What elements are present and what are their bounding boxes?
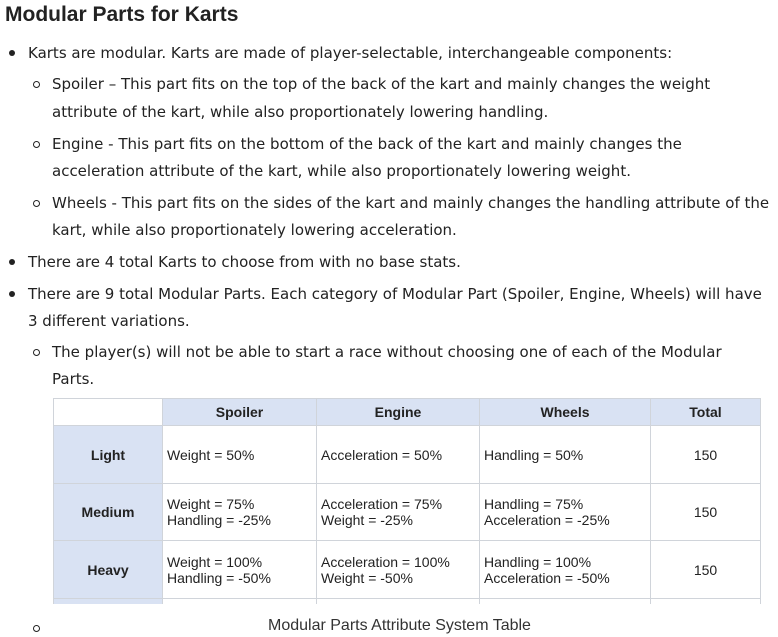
sub-item-engine-line2: acceleration attribute of the kart, while also proportionately lowering weight. bbox=[52, 162, 631, 180]
cell-light-spoiler bbox=[163, 426, 317, 484]
cell-line: Handling = 100% bbox=[484, 553, 592, 570]
sub-item-engine-line1: Engine - This part fits on the bottom of the back of the kart and mainly changes the bbox=[52, 135, 682, 153]
cell-medium-spoiler bbox=[163, 484, 317, 541]
cell-light-engine bbox=[317, 426, 480, 484]
sub-bullet-dot bbox=[33, 349, 40, 356]
cell-line: Acceleration = 100% bbox=[321, 553, 450, 570]
cell-heavy-wheels bbox=[480, 541, 651, 599]
cell-light-total: 150 bbox=[651, 426, 761, 484]
sub-item-spoiler-line2: attribute of the kart, while also proportionately lowering handling. bbox=[52, 103, 549, 121]
cell-line: Weight = 100% bbox=[167, 553, 263, 570]
page-title: Modular Parts for Karts bbox=[5, 3, 239, 26]
cell-line: Acceleration = 75% bbox=[321, 496, 443, 512]
table-row bbox=[54, 484, 761, 541]
table-row-clipped bbox=[54, 599, 761, 605]
sub-bullet-dot bbox=[33, 625, 40, 632]
list-item-karts-modular: Karts are modular. Karts are made of player-selectable, interchangeable components: bbox=[28, 44, 673, 62]
cell-heavy-total: 150 bbox=[651, 541, 761, 599]
cell-line: Handling = 75% bbox=[484, 496, 584, 512]
cell-heavy-engine bbox=[317, 541, 480, 599]
cell-heavy-spoiler bbox=[163, 541, 317, 599]
sub-item-wheels-line1: Wheels - This part fits on the sides of the kart and mainly changes the handling attribute of the bbox=[52, 194, 770, 212]
list-item-total-parts-line2: 3 different variations. bbox=[28, 312, 190, 330]
sub-bullet-dot bbox=[33, 200, 40, 207]
row-label-heavy: Heavy bbox=[54, 541, 163, 599]
modular-parts-table-container bbox=[53, 398, 763, 604]
header-engine: Engine bbox=[317, 399, 480, 426]
cell-medium-total: 150 bbox=[651, 484, 761, 541]
cell-clipped bbox=[54, 599, 163, 605]
cell-clipped bbox=[317, 599, 480, 605]
cell-clipped bbox=[651, 599, 761, 605]
cell-line: Acceleration = -50% bbox=[484, 569, 610, 586]
bullet-dot bbox=[9, 50, 15, 56]
cell-line: Acceleration = 50% bbox=[321, 446, 443, 463]
cell-line: Weight = 50% bbox=[167, 446, 255, 463]
cell-light-wheels bbox=[480, 426, 651, 484]
table-caption: Modular Parts Attribute System Table bbox=[268, 617, 531, 634]
table-row bbox=[54, 426, 761, 484]
cell-line: Weight = -25% bbox=[321, 512, 413, 528]
cell-medium-wheels bbox=[480, 484, 651, 541]
list-item-total-karts: There are 4 total Karts to choose from with no base stats. bbox=[28, 253, 461, 271]
cell-line: Weight = -50% bbox=[321, 569, 413, 586]
header-total: Total bbox=[651, 399, 761, 426]
sub-bullet-dot bbox=[33, 141, 40, 148]
sub-item-start-race-line1: The player(s) will not be able to start a race without choosing one of each of the Modular bbox=[52, 343, 722, 361]
list-item-total-parts-line1: There are 9 total Modular Parts. Each category of Modular Part (Spoiler, Engine, Wheels) will have bbox=[28, 285, 762, 303]
cell-line: Acceleration = -25% bbox=[484, 512, 610, 528]
cell-line: Handling = -25% bbox=[167, 512, 271, 528]
modular-parts-table bbox=[53, 398, 761, 604]
table-row bbox=[54, 541, 761, 599]
sub-item-spoiler-line1: Spoiler – This part fits on the top of the back of the kart and mainly changes the weight bbox=[52, 75, 711, 93]
header-wheels: Wheels bbox=[480, 399, 651, 426]
header-corner bbox=[54, 399, 163, 426]
table-header-row bbox=[54, 399, 761, 426]
sub-item-start-race-line2: Parts. bbox=[52, 370, 95, 388]
cell-clipped bbox=[480, 599, 651, 605]
bullet-dot bbox=[9, 259, 15, 265]
cell-clipped bbox=[163, 599, 317, 605]
sub-bullet-dot bbox=[33, 81, 40, 88]
cell-line: Handling = 50% bbox=[484, 446, 584, 463]
row-label-medium: Medium bbox=[54, 484, 163, 541]
header-spoiler: Spoiler bbox=[163, 399, 317, 426]
cell-medium-engine bbox=[317, 484, 480, 541]
cell-line: Weight = 75% bbox=[167, 496, 255, 512]
bullet-dot bbox=[9, 291, 15, 297]
sub-item-wheels-line2: kart, while also proportionately lowering acceleration. bbox=[52, 221, 457, 239]
row-label-light: Light bbox=[54, 426, 163, 484]
cell-line: Handling = -50% bbox=[167, 569, 271, 586]
